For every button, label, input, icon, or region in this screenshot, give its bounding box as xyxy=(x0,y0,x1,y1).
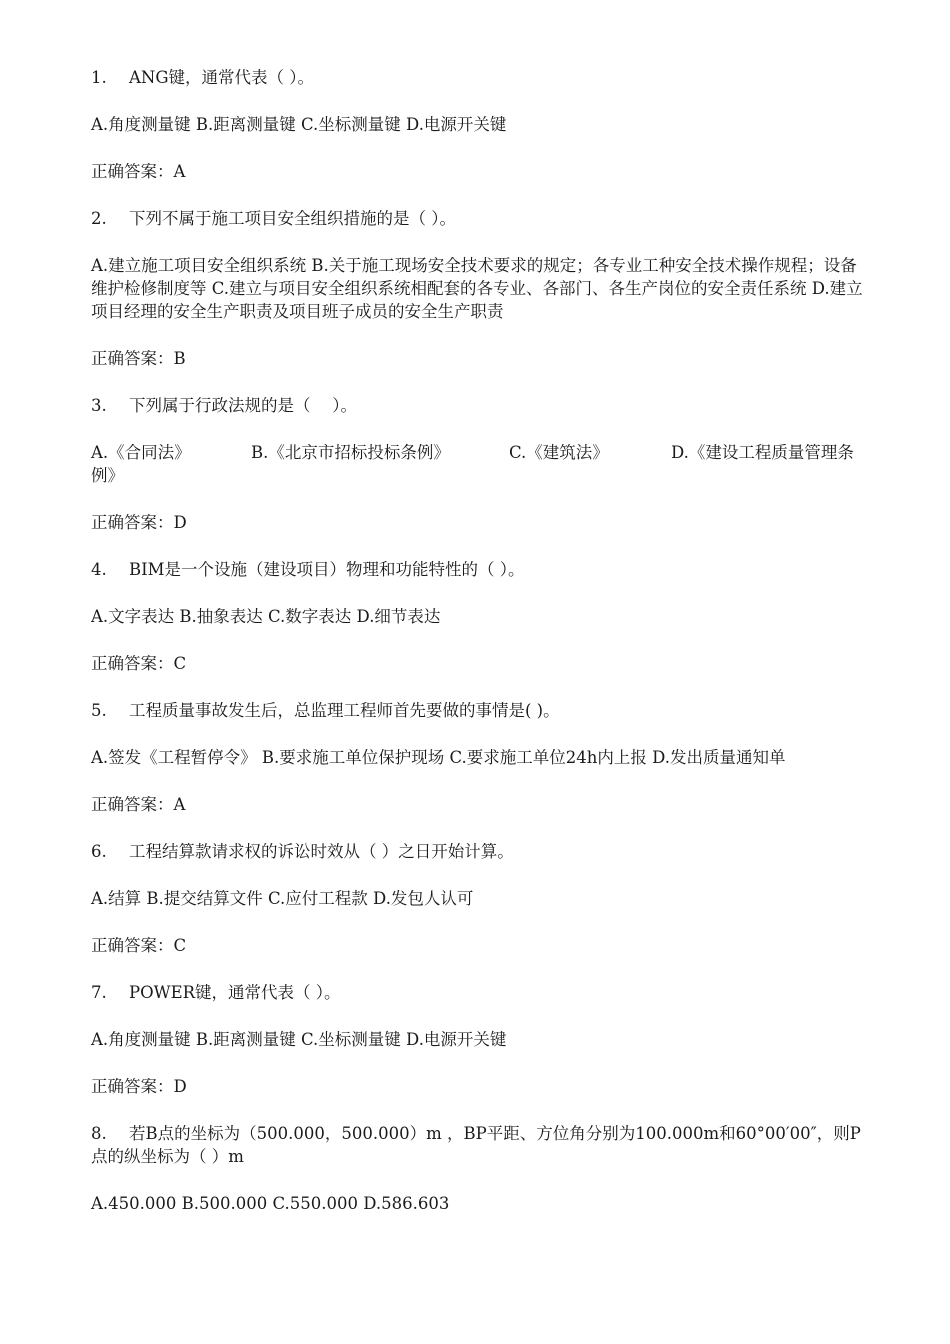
option-d: D.《建设工程质量管理条例》 xyxy=(91,443,854,485)
correct-answer: 正确答案：D xyxy=(91,513,187,532)
question-options: A.签发《工程暂停令》 B.要求施工单位保护现场 C.要求施工单位24h内上报 D.发出质量通知单 xyxy=(91,748,786,767)
question-stem xyxy=(91,840,869,863)
question-block-3 xyxy=(91,394,869,534)
question-number: 6. xyxy=(91,842,107,861)
option-a: A.《合同法》 xyxy=(91,443,191,462)
question-stem xyxy=(91,699,869,722)
question-text: BIM是一个设施（建设项目）物理和功能特性的（ ）。 xyxy=(129,560,525,579)
question-block-2 xyxy=(91,207,869,370)
question-stem xyxy=(91,207,869,230)
question-text: 工程质量事故发生后，总监理工程师首先要做的事情是( )。 xyxy=(129,701,560,720)
question-block-1 xyxy=(91,66,869,183)
option-b: B.《北京市招标投标条例》 xyxy=(251,443,450,462)
question-text: 若B点的坐标为（500.000，500.000）m ，BP平距、方位角分别为100.000m和60°00′00″，则P 点的纵坐标为（ ）m xyxy=(91,1124,861,1166)
question-number: 8. xyxy=(91,1124,107,1143)
question-block-4 xyxy=(91,558,869,675)
correct-answer: 正确答案：C xyxy=(91,654,187,673)
question-number: 4. xyxy=(91,560,107,579)
question-stem xyxy=(91,394,869,417)
question-number: 1. xyxy=(91,68,107,87)
question-block-5 xyxy=(91,699,869,816)
question-number: 2. xyxy=(91,209,107,228)
question-options: A.文字表达 B.抽象表达 C.数字表达 D.细节表达 xyxy=(91,607,441,626)
option-c: C.《建筑法》 xyxy=(509,443,609,462)
question-options: A.结算 B.提交结算文件 C.应付工程款 D.发包人认可 xyxy=(91,889,474,908)
question-stem xyxy=(91,558,869,581)
correct-answer: 正确答案：A xyxy=(91,795,186,814)
question-block-6 xyxy=(91,840,869,957)
question-options: A.角度测量键 B.距离测量键 C.坐标测量键 D.电源开关键 xyxy=(91,1030,507,1049)
question-block-7 xyxy=(91,981,869,1098)
question-stem xyxy=(91,981,869,1004)
question-options: A.角度测量键 B.距离测量键 C.坐标测量键 D.电源开关键 xyxy=(91,115,507,134)
correct-answer: 正确答案：B xyxy=(91,349,186,368)
correct-answer: 正确答案：C xyxy=(91,936,187,955)
question-number: 3. xyxy=(91,396,107,415)
question-stem xyxy=(91,66,869,89)
question-text: POWER键，通常代表（ ）。 xyxy=(129,983,341,1002)
question-options: A.450.000 B.500.000 C.550.000 D.586.603 xyxy=(91,1194,450,1213)
question-options: A.建立施工项目安全组织系统 B.关于施工现场安全技术要求的规定；各专业工种安全技术操作规程；设备维护检修制度等 C.建立与项目安全组织系统相配套的各专业、各部门、各生产岗位的安全责任系统 D.建立项目经理的安全生产职责及项目班子成员的安全生产职责 xyxy=(91,256,863,321)
question-number: 5. xyxy=(91,701,107,720)
question-text: 下列属于行政法规的是（ ）。 xyxy=(129,396,357,415)
document-page xyxy=(91,66,869,1239)
question-block-8 xyxy=(91,1122,869,1215)
question-text: 下列不属于施工项目安全组织措施的是（ ）。 xyxy=(129,209,456,228)
correct-answer: 正确答案：D xyxy=(91,1077,187,1096)
question-number: 7. xyxy=(91,983,107,1002)
correct-answer: 正确答案：A xyxy=(91,162,186,181)
question-text: ANG键，通常代表（ ）。 xyxy=(129,68,315,87)
question-text: 工程结算款请求权的诉讼时效从（ ）之日开始计算。 xyxy=(129,842,514,861)
question-options xyxy=(91,441,869,487)
question-stem xyxy=(91,1122,869,1168)
